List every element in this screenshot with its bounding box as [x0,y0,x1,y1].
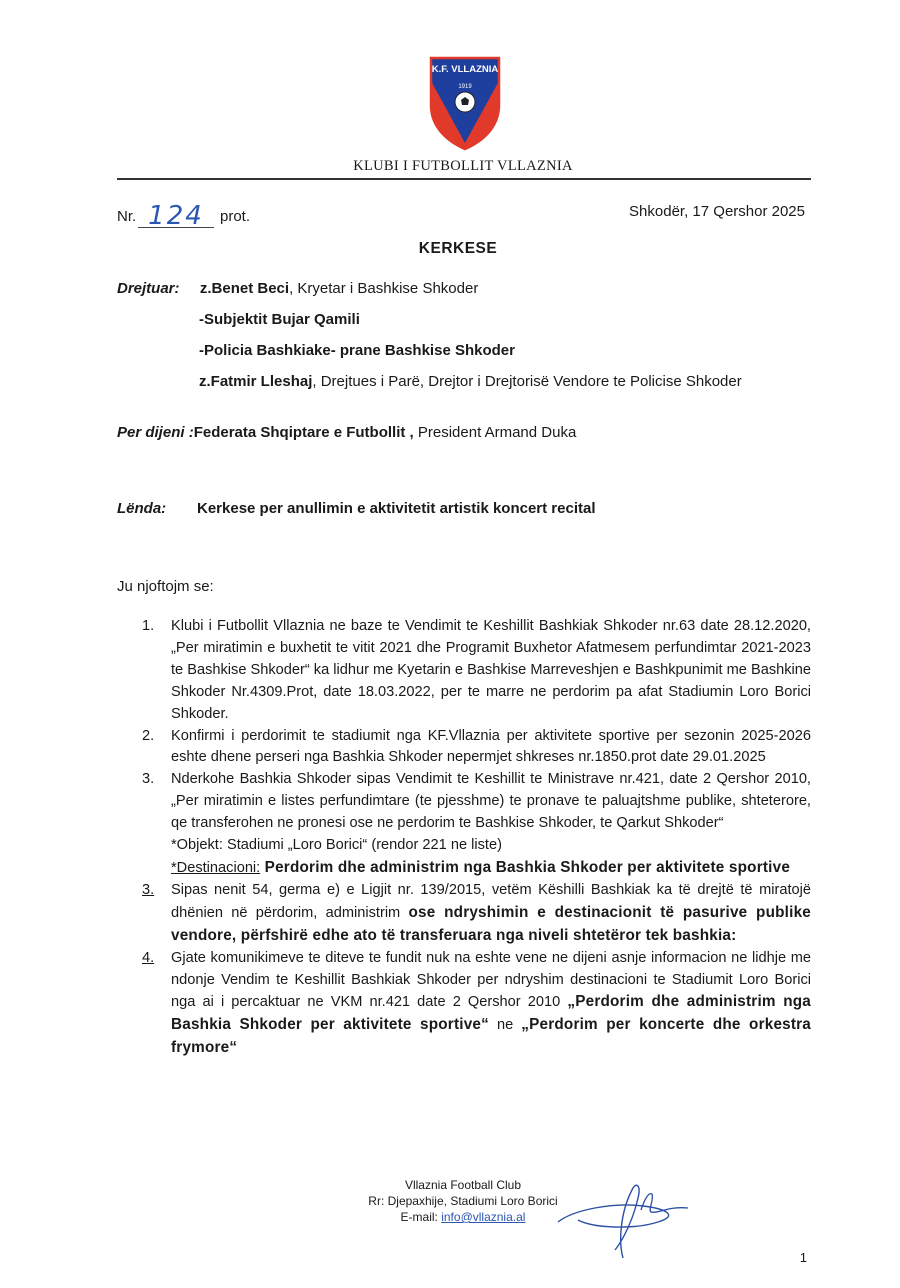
cc-recipient: President Armand Duka [413,424,577,441]
item-number: 2. [142,727,155,744]
addressee-4-title: , Drejtues i Parë, Drejtor i Drejtorisë Vendore te Policise Shkoder [312,373,742,390]
intro-text: Ju njoftojm se: [117,578,214,595]
footer-club: Vllaznia Football Club [404,1178,522,1192]
addressee-1-title: , Kryetar i Bashkise Shkoder [289,280,479,297]
subject-label: Lënda: [117,500,167,517]
item-text-bold: ose ndryshimin e destinacionit të pasurive publike vendore, përfshirë edhe ato të transferuara nga niveli shtetëror tek bashkia: [171,903,811,944]
item-text: Konfirmi i perdorimit te stadiumit nga KF.Vllaznia per aktivitete sportive per sezonin 2025-2026 eshte dhene perseri nga Bashkia Shkoder nepermjet shkreses nr.1850.prot date 29.01.2025 [171,727,811,766]
list-item [117,948,811,1061]
nr-suffix: prot. [219,208,250,225]
subject-line [117,500,596,517]
cc-organization: Federata Shqiptare e Futbollit , [193,424,414,441]
addressee-label: Drejtuar: [117,280,180,297]
footer-email-link[interactable]: info@vllaznia.al [441,1210,526,1224]
addressee-line-1 [117,280,478,297]
item-destination-label: *Destinacioni: [171,859,261,876]
item-text: Nderkohe Bashkia Shkoder sipas Vendimit te Keshillit te Ministrave nr.421, date 2 Qershor 2010, „Per miratimin e listes perfundimtare (te pjesshme) te pronave te paluajtshme publike, shteterore, qe transferohen ne pronesi ose ne perdorim te Bashkise Shkoder, te Qarkut Shkoder“ [171,771,811,832]
list-item [117,726,811,770]
item-text: Klubi i Futbollit Vllaznia ne baze te Vendimit te Keshillit Bashkiak Shkoder nr.63 date 28.12.2020, „Per miratimin e buxhetit te vitit 2021 dhe Programit Buxhetor Afatmesem perfundimtar 2021-2023 te Bashkise Shkoder“ ka lidhur me Kyetarin e Bashkise Marreveshjen e Bashkpunimit me Bashkine Shkoder Nr.4309.Prot, date 18.03.2022, per te marre ne perdorim pa afat Stadiumin Loro Borici Shkoder. [171,618,812,722]
signature [553,1180,693,1260]
protocol-number [117,201,250,231]
item-number: 3. [142,771,155,788]
item-text-mid: ne [488,1017,522,1034]
addressee-1-name: z.Benet Beci [199,280,290,297]
addressee-line-4 [199,373,742,390]
item-text: Sipas nenit 54, germa e) e Ligjit nr. 139/2015, vetëm Këshilli Bashkiak ka të drejtë të miratojë dhënien në përdorim, administrim [171,881,811,921]
addressee-4-name: z.Fatmir Lleshaj [199,373,313,390]
item-number: 3. [142,881,155,898]
item-number: 4. [142,949,155,966]
club-name: KLUBI I FUTBOLLIT VLLAZNIA [353,158,573,174]
item-quote-1: „Perdorim dhe administrim nga Bashkia Shkoder per aktivitete sportive“ [171,993,812,1034]
list-item [117,880,811,948]
footer [0,1177,900,1225]
list-item [117,769,811,880]
nr-prefix: Nr. [117,208,137,225]
footer-address: Rr: Djepaxhije, Stadiumi Loro Borici [368,1194,558,1208]
footer-email-line [26,1209,900,1225]
header-divider [117,178,811,180]
points-list [117,616,811,1060]
page-number: 1 [799,1250,807,1265]
addressee-line-3: -Policia Bashkiake- prane Bashkise Shkoder [199,342,515,359]
list-item [117,616,811,726]
item-destination-text: Perdorim dhe administrim nga Bashkia Shkoder per aktivitete sportive [260,858,791,876]
document-title: KERKESE [418,240,498,257]
item-number: 1. [142,618,155,634]
footer-email-label: E-mail: [400,1210,442,1224]
logo-year: 1919 [458,84,472,90]
item-text: Gjate komunikimeve te diteve te fundit nuk na eshte vene ne dijeni asnje informacion ne lidhje me ndonje Vendim te Keshillit Bashkiak Shkoder per ndryshim destinacioni te Stadiumit Loro Borici nga ai i percaktuar ne VKM nr.421 date 2 Qershor 2010 [171,949,811,1011]
cc-line [117,424,576,441]
item-quote-2: „Perdorim per koncerte dhe orkestra frymore“ [171,1016,812,1057]
cc-label: Per dijeni : [117,424,194,441]
subject-text: Kerkese per anullimin e aktivitetit artistik koncert recital [197,500,596,517]
logo-text: K.F. VLLAZNIA [431,64,499,75]
club-logo [428,55,502,151]
nr-handwritten: 124 [138,205,214,228]
item-objekt: *Objekt: Stadiumi „Loro Borici“ (rendor 221 ne liste) [171,837,502,854]
addressee-line-2: -Subjektit Bujar Qamili [199,311,360,328]
document-date: Shkodër, 17 Qershor 2025 [629,203,805,220]
